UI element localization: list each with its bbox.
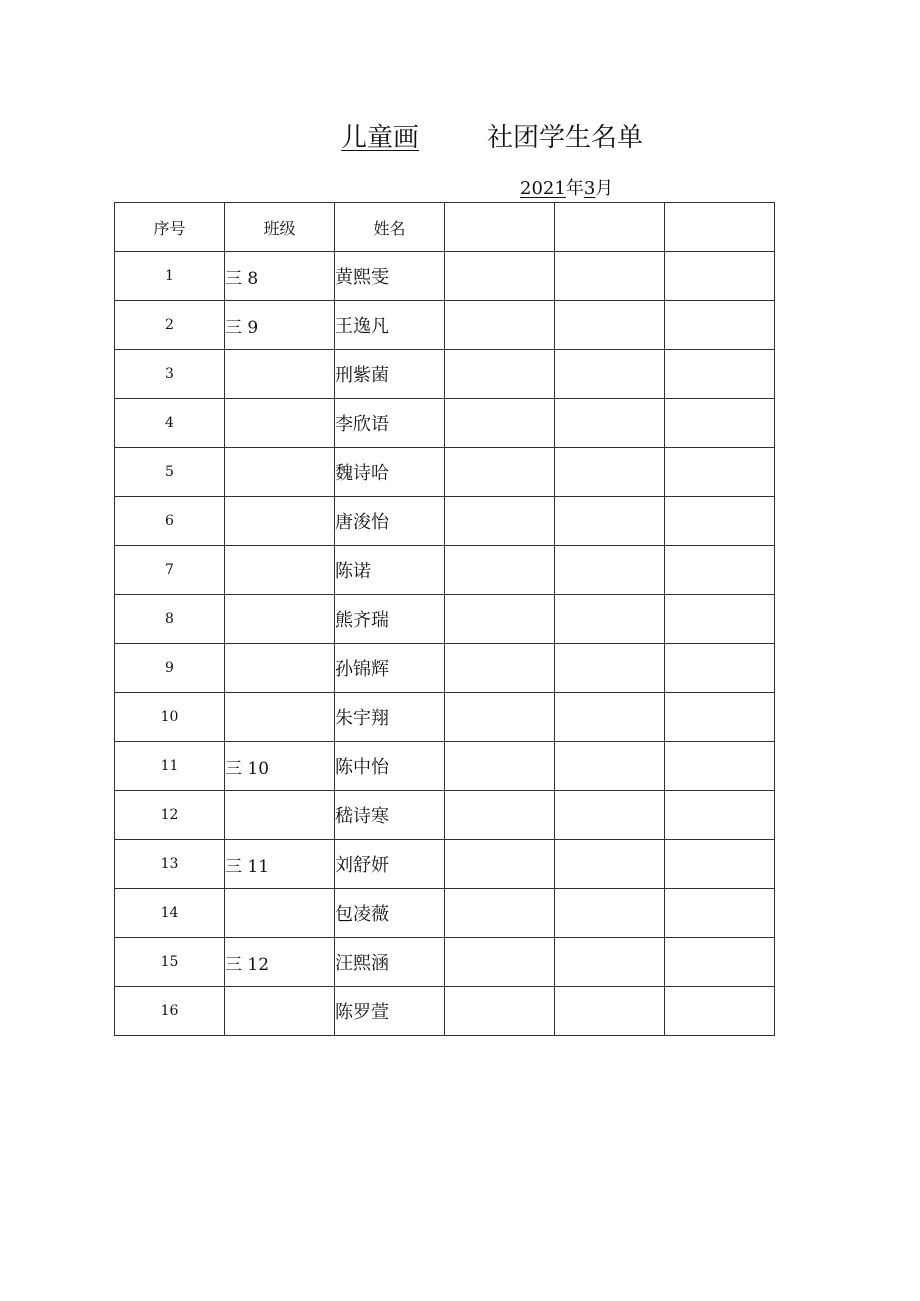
date-year: 2021 [520,178,566,199]
row-blank-cell [445,399,555,448]
row-number-cell: 14 [115,889,225,938]
row-blank-cell [665,595,775,644]
row-number-cell: 3 [115,350,225,399]
row-blank-cell [665,840,775,889]
row-name-cell: 陈诺 [335,546,445,595]
row-name-cell: 包凌薇 [335,889,445,938]
row-blank-cell [445,252,555,301]
row-blank-cell [665,497,775,546]
table-header-row [115,203,775,252]
row-blank-cell [555,644,665,693]
row-number-cell: 16 [115,987,225,1036]
row-class-cell [225,350,335,399]
row-name-cell: 陈中怡 [335,742,445,791]
header-cell-class: 班级 [225,203,335,252]
row-class-cell [225,987,335,1036]
row-number-cell: 8 [115,595,225,644]
table-row [115,546,775,595]
row-blank-cell [555,448,665,497]
row-blank-cell [665,987,775,1036]
document-date [520,176,613,202]
row-blank-cell [445,987,555,1036]
table-row [115,497,775,546]
row-class-cell [225,448,335,497]
date-month: 3 [583,178,596,199]
row-class-cell: 三 11 [225,840,335,889]
row-class-cell [225,693,335,742]
row-blank-cell [445,791,555,840]
row-blank-cell [445,938,555,987]
row-class-cell: 三 8 [225,252,335,301]
row-name-cell: 刘舒妍 [335,840,445,889]
row-name-cell: 唐浚怡 [335,497,445,546]
row-blank-cell [665,301,775,350]
table-row [115,791,775,840]
student-roster-table [114,202,775,1036]
row-class-cell [225,791,335,840]
row-name-cell: 魏诗哈 [335,448,445,497]
header-cell-blank-3 [665,203,775,252]
table-row [115,889,775,938]
row-number-cell: 11 [115,742,225,791]
row-blank-cell [665,546,775,595]
header-cell-name: 姓名 [335,203,445,252]
header-cell-number: 序号 [115,203,225,252]
row-blank-cell [555,399,665,448]
title-text: 社团学生名单 [487,123,644,153]
row-class-cell: 三 12 [225,938,335,987]
table-row [115,301,775,350]
table-row [115,399,775,448]
row-blank-cell [445,497,555,546]
row-name-cell: 孙锦辉 [335,644,445,693]
table-row [115,987,775,1036]
row-blank-cell [665,644,775,693]
row-blank-cell [665,399,775,448]
row-number-cell: 7 [115,546,225,595]
row-blank-cell [445,644,555,693]
row-name-cell: 熊齐瑞 [335,595,445,644]
row-number-cell: 15 [115,938,225,987]
roster-body [115,203,775,1036]
row-name-cell: 刑紫菌 [335,350,445,399]
row-class-cell: 三 9 [225,301,335,350]
row-blank-cell [445,693,555,742]
table-row [115,693,775,742]
date-month-unit: 月 [595,178,614,199]
row-blank-cell [445,448,555,497]
row-class-cell [225,546,335,595]
row-blank-cell [665,448,775,497]
row-blank-cell [445,889,555,938]
row-blank-cell [555,252,665,301]
row-blank-cell [555,840,665,889]
row-name-cell: 嵇诗寒 [335,791,445,840]
row-number-cell: 1 [115,252,225,301]
row-blank-cell [445,350,555,399]
row-number-cell: 10 [115,693,225,742]
row-blank-cell [665,791,775,840]
row-number-cell: 6 [115,497,225,546]
row-number-cell: 12 [115,791,225,840]
row-blank-cell [445,301,555,350]
header-cell-blank-2 [555,203,665,252]
row-number-cell: 13 [115,840,225,889]
row-blank-cell [555,350,665,399]
row-number-cell: 5 [115,448,225,497]
table-row [115,448,775,497]
row-blank-cell [665,252,775,301]
row-blank-cell [555,693,665,742]
row-blank-cell [445,595,555,644]
table-row [115,742,775,791]
row-class-cell [225,595,335,644]
row-name-cell: 陈罗萱 [335,987,445,1036]
row-blank-cell [555,497,665,546]
row-class-cell [225,399,335,448]
club-name: 儿童画 [341,123,420,153]
row-class-cell: 三 10 [225,742,335,791]
row-blank-cell [555,301,665,350]
row-name-cell: 李欣语 [335,399,445,448]
row-name-cell: 朱宇翔 [335,693,445,742]
row-blank-cell [665,889,775,938]
row-blank-cell [555,595,665,644]
row-blank-cell [665,350,775,399]
row-blank-cell [555,889,665,938]
row-blank-cell [445,546,555,595]
header-cell-blank-1 [445,203,555,252]
table-row [115,938,775,987]
row-blank-cell [555,546,665,595]
row-number-cell: 9 [115,644,225,693]
row-blank-cell [665,693,775,742]
table-row [115,644,775,693]
row-class-cell [225,497,335,546]
row-name-cell: 王逸凡 [335,301,445,350]
row-number-cell: 2 [115,301,225,350]
row-blank-cell [665,742,775,791]
row-blank-cell [555,938,665,987]
table-row [115,350,775,399]
row-blank-cell [555,791,665,840]
row-name-cell: 黄熙雯 [335,252,445,301]
document-title [0,118,920,158]
row-blank-cell [555,987,665,1036]
row-blank-cell [445,840,555,889]
row-name-cell: 汪熙涵 [335,938,445,987]
table-row [115,840,775,889]
row-number-cell: 4 [115,399,225,448]
date-year-unit: 年 [565,178,584,199]
row-class-cell [225,889,335,938]
row-blank-cell [445,742,555,791]
table-row [115,252,775,301]
row-blank-cell [555,742,665,791]
table-row [115,595,775,644]
row-blank-cell [665,938,775,987]
row-class-cell [225,644,335,693]
